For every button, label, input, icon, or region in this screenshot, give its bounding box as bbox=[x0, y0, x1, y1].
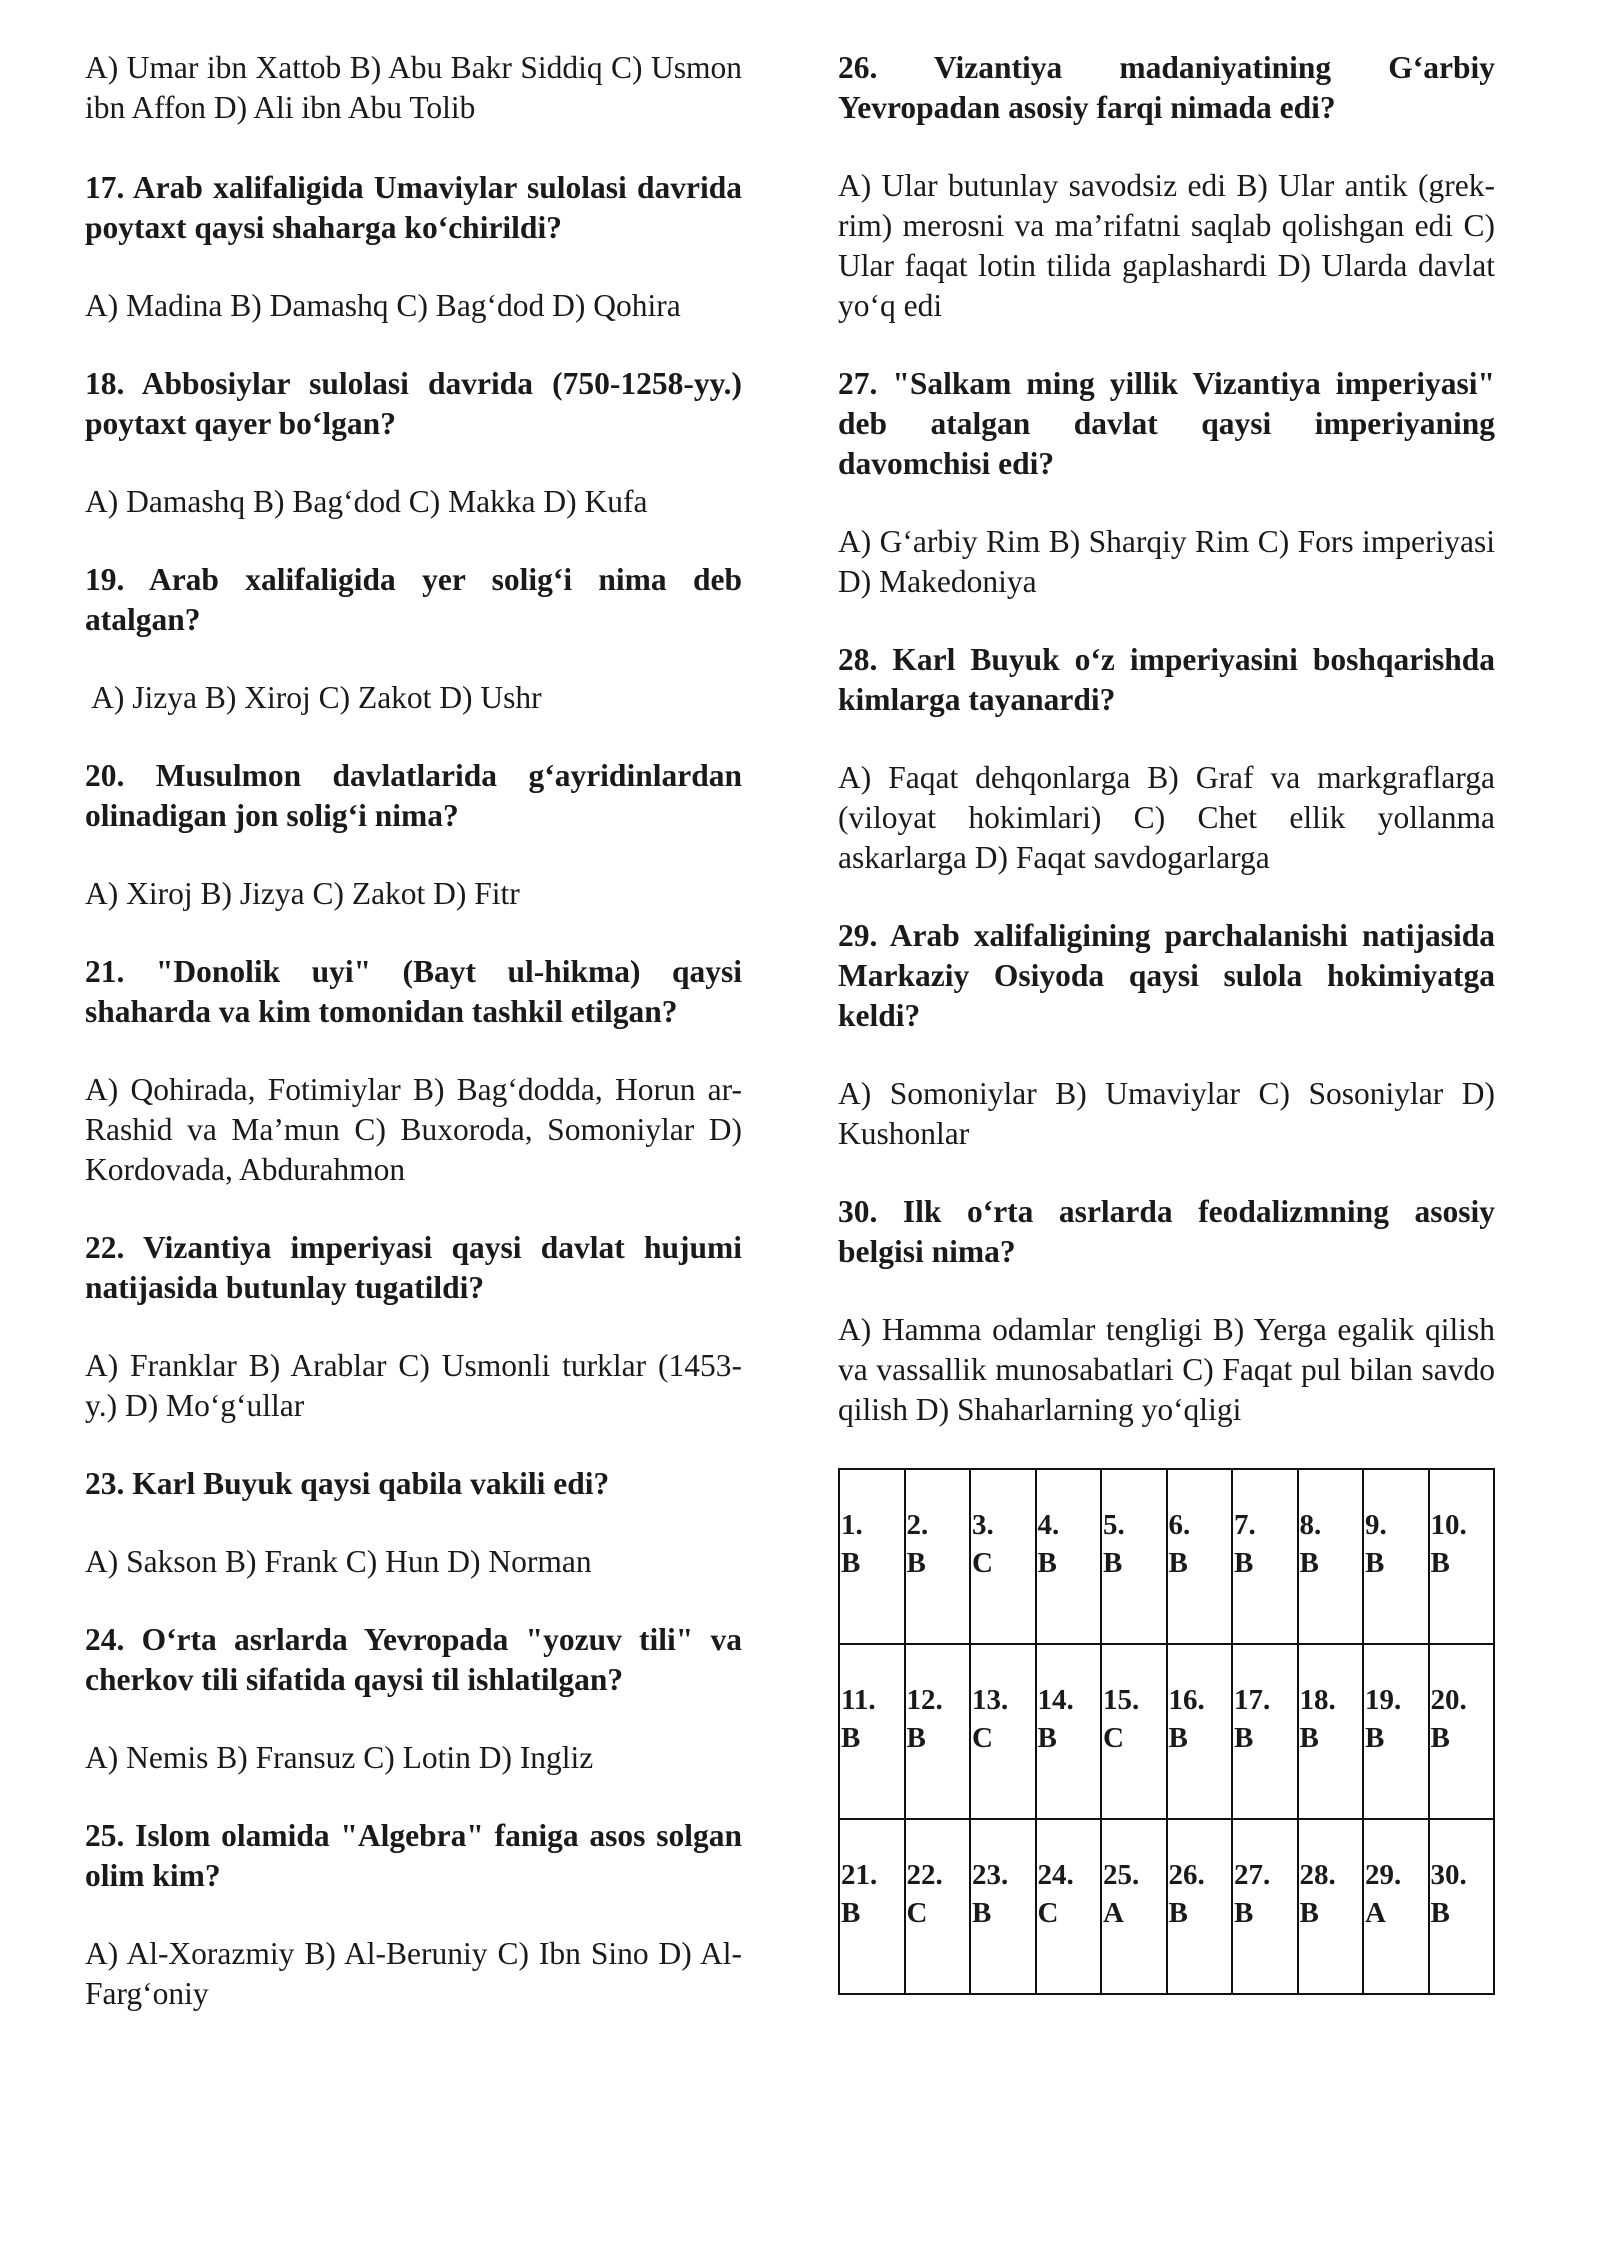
answer-key-letter: B bbox=[1299, 1897, 1319, 1929]
answer-key-letter: B bbox=[1299, 1722, 1319, 1754]
answer-key-number: 26. bbox=[1168, 1859, 1205, 1891]
question-text: 28. Karl Buyuk o‘z imperiyasini boshqarishda kimlarga tayanardi? bbox=[838, 642, 1495, 717]
answer-key-number: 25. bbox=[1103, 1859, 1140, 1891]
question-block bbox=[85, 756, 742, 914]
answer-key-number: 23. bbox=[972, 1859, 1009, 1891]
carryover-answer-options: A) Umar ibn Xattob B) Abu Bakr Siddiq C) Usmon ibn Affon D) Ali ibn Abu Tolib bbox=[85, 50, 742, 125]
answer-key-cell bbox=[970, 1819, 1036, 1994]
answer-key-number: 2. bbox=[906, 1509, 929, 1541]
answer-options: A) Sakson B) Frank C) Hun D) Norman bbox=[85, 1544, 592, 1579]
answer-key-cell bbox=[1298, 1469, 1364, 1644]
answer-key-letter: B bbox=[1037, 1722, 1057, 1754]
answer-key-number: 21. bbox=[841, 1859, 878, 1891]
question-text: 17. Arab xalifaligida Umaviylar sulolasi davrida poytaxt qaysi shaharga ko‘chirildi? bbox=[85, 170, 742, 245]
answer-key-cell bbox=[839, 1819, 905, 1994]
answer-key-cell bbox=[1232, 1644, 1298, 1819]
answer-key-letter: B bbox=[1234, 1722, 1254, 1754]
answer-key-cell bbox=[1167, 1819, 1233, 1994]
answer-key-letter: B bbox=[1234, 1897, 1254, 1929]
answer-key-cell bbox=[1167, 1469, 1233, 1644]
left-column bbox=[85, 48, 742, 2052]
answer-key-letter: C bbox=[972, 1547, 993, 1579]
answer-key-number: 16. bbox=[1168, 1684, 1205, 1716]
answer-options: A) Xiroj B) Jizya C) Zakot D) Fitr bbox=[85, 876, 520, 911]
answer-key-cell bbox=[1232, 1819, 1298, 1994]
answer-key-letter: C bbox=[906, 1897, 928, 1929]
answer-options: A) Franklar B) Arablar C) Usmonli turklar (1453-y.) D) Mo‘g‘ullar bbox=[85, 1348, 742, 1423]
answer-key-letter: B bbox=[1365, 1722, 1385, 1754]
answer-key-letter: B bbox=[1299, 1547, 1319, 1579]
answer-key-number: 9. bbox=[1365, 1509, 1387, 1541]
answer-key-number: 14. bbox=[1037, 1684, 1074, 1716]
answer-key-letter: C bbox=[1037, 1897, 1059, 1929]
question-text: 21. "Donolik uyi" (Bayt ul-hikma) qaysi shaharda va kim tomonidan tashkil etilgan? bbox=[85, 954, 742, 1029]
question-text: 18. Abbosiylar sulolasi davrida (750-1258-yy.) poytaxt qayer bo‘lgan? bbox=[85, 366, 742, 441]
answer-key-cell bbox=[1101, 1469, 1167, 1644]
question-block bbox=[85, 560, 742, 718]
answer-key-letter: B bbox=[841, 1722, 861, 1754]
answer-key-cell bbox=[839, 1644, 905, 1819]
answer-key-number: 27. bbox=[1234, 1859, 1271, 1891]
answer-key-number: 30. bbox=[1430, 1859, 1467, 1891]
answer-key-number: 8. bbox=[1299, 1509, 1322, 1541]
answer-key-number: 22. bbox=[906, 1859, 943, 1891]
answer-key-letter: B bbox=[1365, 1547, 1385, 1579]
answer-key-letter: B bbox=[841, 1897, 861, 1929]
answer-key-number: 28. bbox=[1299, 1859, 1336, 1891]
question-block bbox=[85, 168, 742, 326]
answer-key-number: 17. bbox=[1234, 1684, 1271, 1716]
answer-options: A) Jizya B) Xiroj C) Zakot D) Ushr bbox=[85, 680, 542, 715]
answer-key-number: 15. bbox=[1103, 1684, 1140, 1716]
answer-options: A) Al-Xorazmiy B) Al-Beruniy C) Ibn Sino D) Al-Farg‘oniy bbox=[85, 1936, 742, 2011]
answer-key-cell bbox=[1298, 1819, 1364, 1994]
answer-key-row bbox=[839, 1644, 1494, 1819]
answer-key-cell bbox=[1429, 1469, 1495, 1644]
answer-key-letter: B bbox=[906, 1547, 926, 1579]
answer-key-number: 4. bbox=[1037, 1509, 1060, 1541]
answer-key-cell bbox=[1363, 1469, 1429, 1644]
answer-key-cell bbox=[905, 1644, 971, 1819]
question-block bbox=[838, 640, 1495, 878]
question-block bbox=[85, 1620, 742, 1778]
question-block bbox=[838, 916, 1495, 1154]
answer-key-letter: B bbox=[972, 1897, 992, 1929]
answer-key-row bbox=[839, 1469, 1494, 1644]
answer-key-number: 3. bbox=[972, 1509, 994, 1541]
answer-key-letter: B bbox=[1430, 1722, 1450, 1754]
answer-options: A) Qohirada, Fotimiylar B) Bag‘dodda, Horun ar-Rashid va Ma’mun C) Buxoroda, Somoniylar D) Kordovada, Abdurahmon bbox=[85, 1072, 742, 1187]
answer-key-letter: C bbox=[1103, 1722, 1124, 1754]
question-block bbox=[85, 952, 742, 1190]
answer-key-letter: A bbox=[1103, 1897, 1124, 1929]
question-block bbox=[85, 1464, 742, 1582]
question-text: 30. Ilk o‘rta asrlarda feodalizmning asosiy belgisi nima? bbox=[838, 1194, 1495, 1269]
answer-options: A) Madina B) Damashq C) Bag‘dod D) Qohira bbox=[85, 288, 681, 323]
answer-key-cell bbox=[1036, 1644, 1102, 1819]
answer-key-letter: A bbox=[1365, 1897, 1386, 1929]
question-block bbox=[838, 364, 1495, 602]
question-text: 27. "Salkam ming yillik Vizantiya imperiyasi" deb atalgan davlat qaysi imperiyaning davomchisi edi? bbox=[838, 366, 1495, 481]
answer-key-letter: B bbox=[1037, 1547, 1057, 1579]
answer-key-number: 20. bbox=[1430, 1684, 1467, 1716]
answer-key-cell bbox=[1036, 1819, 1102, 1994]
answer-key-cell bbox=[1363, 1819, 1429, 1994]
answer-key-number: 18. bbox=[1299, 1684, 1336, 1716]
answer-key-cell bbox=[1101, 1644, 1167, 1819]
answer-key-cell bbox=[1036, 1469, 1102, 1644]
answer-key-cell bbox=[905, 1819, 971, 1994]
answer-key-cell bbox=[1429, 1819, 1495, 1994]
question-text: 20. Musulmon davlatlarida g‘ayridinlardan olinadigan jon solig‘i nima? bbox=[85, 758, 742, 833]
answer-key-number: 1. bbox=[841, 1509, 863, 1541]
question-text: 26. Vizantiya madaniyatining G‘arbiy Yevropadan asosiy farqi nimada edi? bbox=[838, 50, 1495, 125]
answer-key-letter: B bbox=[1103, 1547, 1123, 1579]
answer-key-cell bbox=[1298, 1644, 1364, 1819]
answer-key-letter: C bbox=[972, 1722, 993, 1754]
answer-options: A) Damashq B) Bag‘dod C) Makka D) Kufa bbox=[85, 484, 648, 519]
answer-key-letter: B bbox=[1168, 1722, 1188, 1754]
question-text: 19. Arab xalifaligida yer solig‘i nima deb atalgan? bbox=[85, 562, 742, 637]
question-block bbox=[85, 364, 742, 522]
question-text: 22. Vizantiya imperiyasi qaysi davlat hujumi natijasida butunlay tugatildi? bbox=[85, 1230, 742, 1305]
answer-key-number: 7. bbox=[1234, 1509, 1256, 1541]
answer-options: A) Hamma odamlar tengligi B) Yerga egalik qilish va vassallik munosabatlari C) Faqat pul bilan savdo qilish D) Shaharlarning yo‘qligi bbox=[838, 1312, 1495, 1427]
answer-options: A) Ular butunlay savodsiz edi B) Ular antik (grek-rim) merosni va ma’rifatni saqlab qolishgan edi C) Ular faqat lotin tilida gaplashardi D) Ularda davlat yo‘q edi bbox=[838, 168, 1495, 323]
answer-key-number: 13. bbox=[972, 1684, 1009, 1716]
question-text: 24. O‘rta asrlarda Yevropada "yozuv tili" va cherkov tili sifatida qaysi til ishlatilgan? bbox=[85, 1622, 742, 1697]
question-block bbox=[838, 48, 1495, 326]
answer-key-number: 11. bbox=[841, 1684, 876, 1716]
question-block bbox=[838, 1192, 1495, 1430]
answer-key-letter: B bbox=[1234, 1547, 1254, 1579]
answer-key-number: 24. bbox=[1037, 1859, 1074, 1891]
answer-key-number: 12. bbox=[906, 1684, 943, 1716]
answer-key-number: 5. bbox=[1103, 1509, 1125, 1541]
answer-key-row bbox=[839, 1819, 1494, 1994]
answer-options: A) Nemis B) Fransuz C) Lotin D) Ingliz bbox=[85, 1740, 594, 1775]
answer-key-cell bbox=[1167, 1644, 1233, 1819]
question-text: 29. Arab xalifaligining parchalanishi natijasida Markaziy Osiyoda qaysi sulola hokimiyatga keldi? bbox=[838, 918, 1495, 1033]
answer-key-cell bbox=[1101, 1819, 1167, 1994]
answer-key-cell bbox=[970, 1644, 1036, 1819]
answer-key-cell bbox=[905, 1469, 971, 1644]
answer-key-table bbox=[838, 1468, 1495, 1995]
answer-key-number: 19. bbox=[1365, 1684, 1402, 1716]
answer-key-cell bbox=[1232, 1469, 1298, 1644]
answer-key-cell bbox=[1429, 1644, 1495, 1819]
answer-key-number: 29. bbox=[1365, 1859, 1402, 1891]
answer-key-letter: B bbox=[1168, 1547, 1188, 1579]
answer-key-letter: B bbox=[1430, 1897, 1450, 1929]
answer-key-number: 10. bbox=[1430, 1509, 1467, 1541]
right-column bbox=[838, 48, 1495, 1995]
answer-key-letter: B bbox=[841, 1547, 861, 1579]
answer-key-cell bbox=[839, 1469, 905, 1644]
answer-key-cell bbox=[1363, 1644, 1429, 1819]
question-text: 23. Karl Buyuk qaysi qabila vakili edi? bbox=[85, 1466, 610, 1501]
answer-options: A) G‘arbiy Rim B) Sharqiy Rim C) Fors imperiyasi D) Makedoniya bbox=[838, 524, 1495, 599]
question-text: 25. Islom olamida "Algebra" faniga asos solgan olim kim? bbox=[85, 1818, 742, 1893]
question-block bbox=[85, 1228, 742, 1426]
answer-key-letter: B bbox=[1430, 1547, 1450, 1579]
answer-options: A) Faqat dehqonlarga B) Graf va markgraflarga (viloyat hokimlari) C) Chet ellik yollanma askarlarga D) Faqat savdogarlarga bbox=[838, 760, 1495, 875]
answer-options: A) Somoniylar B) Umaviylar C) Sosoniylar D) Kushonlar bbox=[838, 1076, 1495, 1151]
answer-key-letter: B bbox=[1168, 1897, 1188, 1929]
question-block bbox=[85, 1816, 742, 2014]
answer-key-letter: B bbox=[906, 1722, 926, 1754]
answer-key-cell bbox=[970, 1469, 1036, 1644]
answer-key-number: 6. bbox=[1168, 1509, 1191, 1541]
